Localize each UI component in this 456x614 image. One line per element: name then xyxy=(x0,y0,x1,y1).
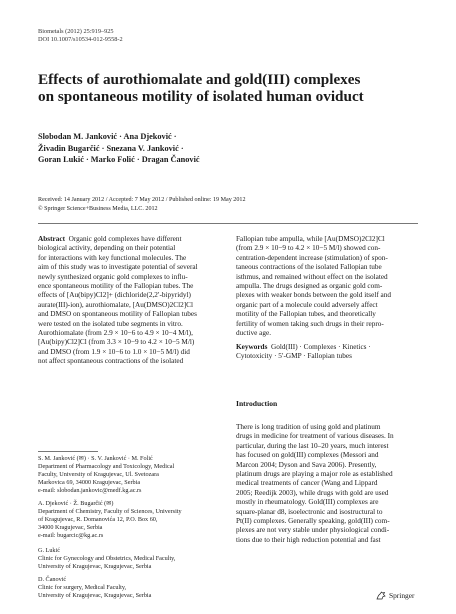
abstract-left-column xyxy=(38,235,224,367)
journal-doi: DOI 10.1007/s10534-012-9558-2 xyxy=(38,36,123,43)
intro-line: medical treatments of cancer (Wang and Lippard xyxy=(236,479,378,488)
affiliation-block-1: S. M. Janković (✉) · S. V. Janković · M. Folić Department of Pharmacology and Toxicology, Medical Faculty, University of Kragujevac, Ul. Svetozara Markovica 69, 34000 Kragujevac, Serbia e-mail: slobodan.jankovic@medf.kg.ac.rs xyxy=(38,455,224,495)
abstract-line: were tested on the isolated tube segments in vitro. xyxy=(38,319,183,328)
affiliation-block-3: G. Lukić Clinic for Gynecology and Obstetrics, Medical Faculty, University of Kragujevac, Kragujevac, Serbia xyxy=(38,547,176,570)
authors-line-1: Slobodan M. Janković · Ana Djeković · xyxy=(38,132,177,141)
abstract-line: ence spontaneous motility of the Fallopian tubes. The xyxy=(38,282,194,291)
abstract-line: plexes with weaker bonds between the gold itself and xyxy=(236,291,392,300)
authors-line-3: Goran Lukić · Marko Folić · Dragan Čanović xyxy=(38,155,200,164)
intro-line: tions due to their high reduction potential and fast xyxy=(236,535,381,544)
article-title xyxy=(38,71,428,105)
email-link[interactable]: e-mail: slobodan.jankovic@medf.kg.ac.rs xyxy=(38,487,142,494)
intro-line: There is long tradition of using gold and platinum xyxy=(236,423,381,431)
abstract-line: aurate(III)-ion), aurothiomalate, [Au(DMSO)2Cl2]Cl xyxy=(38,300,194,309)
abstract-line: Fallopian tube ampulla, while [Au(DMSO)2Cl2]Cl xyxy=(236,235,385,243)
keywords-line-1: Gold(III) · Complexes · Kinetics · xyxy=(271,343,371,351)
intro-line: drugs in medicine for treatment of various diseases. In xyxy=(236,432,394,441)
keywords-label: Keywords xyxy=(236,343,268,351)
abstract-line: fertility of women taking such drugs in their repro- xyxy=(236,319,384,328)
publisher-name: Springer xyxy=(389,591,415,600)
intro-line: Pt(II) complexes. Generally speaking, gold(III) com- xyxy=(236,517,390,526)
author-list xyxy=(38,131,428,166)
abstract-line: Aurothiomalate (from 2.9 × 10−6 to 4.9 × 10−4 M/l), xyxy=(38,329,193,338)
intro-line: particular, during the last 10–20 years, much interest xyxy=(236,441,389,450)
affiliation-block-2: A. Djeković · Ž. Bugarčić (✉) Department of Chemistry, Faculty of Sciences, University of Kragujevac, R. Domanovića 12, P.O. Box 60, 34000 Kragujevac, Serbia e-mail: bugarcic@kg.ac.rs xyxy=(38,500,224,540)
intro-line: 2005; Reedijk 2003), while drugs with gold are used xyxy=(236,488,389,497)
abstract-right-column xyxy=(236,235,422,338)
title-line-2: on spontaneous motility of isolated human oviduct xyxy=(38,88,364,105)
abstract-line: newly synthesized organic gold complexes to influ- xyxy=(38,272,188,281)
keywords xyxy=(236,343,422,362)
abstract-line: taneous contractions of the isolated Fallopian tube xyxy=(236,263,382,272)
abstract-line-0: Abstract Organic gold complexes have different xyxy=(38,235,182,243)
publication-dates xyxy=(38,196,428,213)
affiliation-block-4: D. Čanović Clinic for surgery, Medical Faculty, University of Kragujevac, Kragujevac, Serbia xyxy=(38,576,152,599)
authors-line-2: Živadin Bugarčić · Snezana V. Janković · xyxy=(38,143,184,153)
springer-horse-icon xyxy=(376,591,386,600)
abstract-line: not affect spontaneous contractions of the isolated xyxy=(38,357,184,366)
abstract-line: ampulla. The drugs designed as organic gold com- xyxy=(236,282,383,291)
intro-line: Marcon 2004; Dyson and Sava 2006). Presently, xyxy=(236,460,377,469)
history-dates: Received: 14 January 2012 / Accepted: 7 May 2012 / Published online: 19 May 2012 xyxy=(38,197,246,203)
abstract-line: centration-dependent increase (stimulation) of spon- xyxy=(236,253,388,262)
section-heading-introduction: Introduction xyxy=(236,399,278,408)
abstract-line: effects of [Au(bipy)Cl2]+ (dichloride(2,2′-bipyridyl) xyxy=(38,291,191,300)
affiliation-divider xyxy=(38,451,98,452)
abstract-line: isthmus, and remained without effect on the isolated xyxy=(236,272,388,281)
publisher-logo xyxy=(376,591,414,600)
copyright: © Springer Science+Business Media, LLC. 2012 xyxy=(38,205,158,212)
journal-info xyxy=(38,28,123,44)
abstract-line: [Au(bipy)Cl2]Cl (from 3.3 × 10−9 to 4.2 × 10−5 M/l) xyxy=(38,338,195,347)
title-line-1: Effects of aurothiomalate and gold(III) complexes xyxy=(38,71,361,88)
email-link[interactable]: e-mail: bugarcic@kg.ac.rs xyxy=(38,532,104,539)
intro-line: square-planar d8, isoelectronic and isostructural to xyxy=(236,507,383,516)
abstract-line: for interactions with key functional molecules. The xyxy=(38,253,187,262)
introduction-text xyxy=(236,423,422,545)
intro-line: mostly in rheumatology. Gold(III) complexes are xyxy=(236,498,379,507)
intro-line: plexes are not very stable under physiological condi- xyxy=(236,526,390,535)
journal-citation: Biometals (2012) 25:919–925 xyxy=(38,28,114,35)
abstract-line: aim of this study was to investigate potential of several xyxy=(38,263,198,272)
abstract-line: and DMSO (from 1.9 × 10−6 to 1.0 × 10−5 M/l) did xyxy=(38,347,190,356)
intro-line: platinum drugs are playing a major role as established xyxy=(236,470,393,479)
keywords-line-2: Cytotoxicity · 5′-GMP · Fallopian tubes xyxy=(236,352,352,361)
abstract-line: biological activity, depending on their potential xyxy=(38,244,176,253)
abstract-line: and DMSO on spontaneous motility of Fallopian tubes xyxy=(38,310,197,319)
intro-line: has focused on gold(III) complexes (Messori and xyxy=(236,451,379,460)
abstract-line: (from 2.9 × 10−9 to 4.2 × 10−5 M/l) showed con- xyxy=(236,244,381,253)
abstract-label: Abstract xyxy=(38,235,65,243)
abstract-line: motility of the Fallopian tubes, and theoretically xyxy=(236,310,376,319)
abstract-line: ductive age. xyxy=(236,329,272,338)
header-divider xyxy=(38,223,418,224)
abstract-line: organic part of a molecule could adversely affect xyxy=(236,300,378,309)
